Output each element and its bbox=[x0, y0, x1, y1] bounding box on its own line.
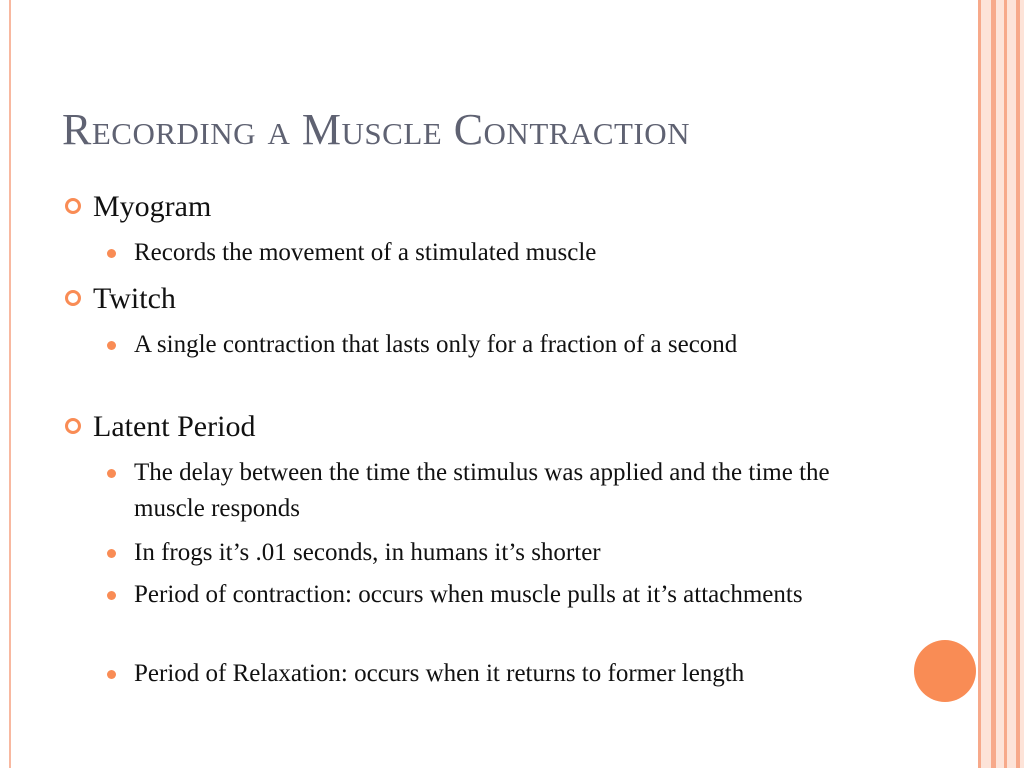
dot-bullet-icon bbox=[107, 341, 116, 350]
sub-bullet bbox=[134, 656, 794, 692]
sub-bullet-text: A single contraction that lasts only for a fraction of a second bbox=[134, 331, 738, 358]
bullet-label: Twitch bbox=[93, 282, 176, 315]
sub-bullet-text: Period of Relaxation: occurs when it returns to former length bbox=[134, 660, 745, 687]
sub-bullet bbox=[134, 327, 874, 363]
ring-bullet-icon bbox=[65, 418, 81, 434]
dot-bullet-icon bbox=[107, 249, 116, 258]
sub-bullet bbox=[134, 535, 894, 571]
sub-bullet bbox=[134, 455, 879, 527]
ring-bullet-icon bbox=[65, 198, 81, 214]
slide-title: Recording a Muscle Contraction bbox=[62, 105, 691, 154]
bullet-twitch bbox=[93, 282, 176, 316]
dot-bullet-icon bbox=[107, 469, 116, 478]
bullet-latent-period bbox=[93, 410, 255, 444]
dot-bullet-icon bbox=[107, 549, 116, 558]
sub-bullet bbox=[134, 235, 894, 271]
ring-bullet-icon bbox=[65, 290, 81, 306]
bullet-label: Latent Period bbox=[93, 410, 256, 443]
sub-bullet-text: In frogs it’s .01 seconds, in humans it’s shorter bbox=[134, 539, 601, 566]
sub-bullet-text: Records the movement of a stimulated muscle bbox=[134, 239, 597, 266]
bullet-label: Myogram bbox=[93, 190, 212, 223]
bullet-myogram bbox=[93, 190, 211, 224]
sub-bullet-text: Period of contraction: occurs when muscle pulls at it’s attachments bbox=[134, 581, 803, 608]
dot-bullet-icon bbox=[107, 591, 116, 600]
dot-bullet-icon bbox=[107, 670, 116, 679]
sub-bullet bbox=[134, 577, 879, 613]
sub-bullet-text: The delay between the time the stimulus was applied and the time the muscle responds bbox=[134, 459, 830, 522]
